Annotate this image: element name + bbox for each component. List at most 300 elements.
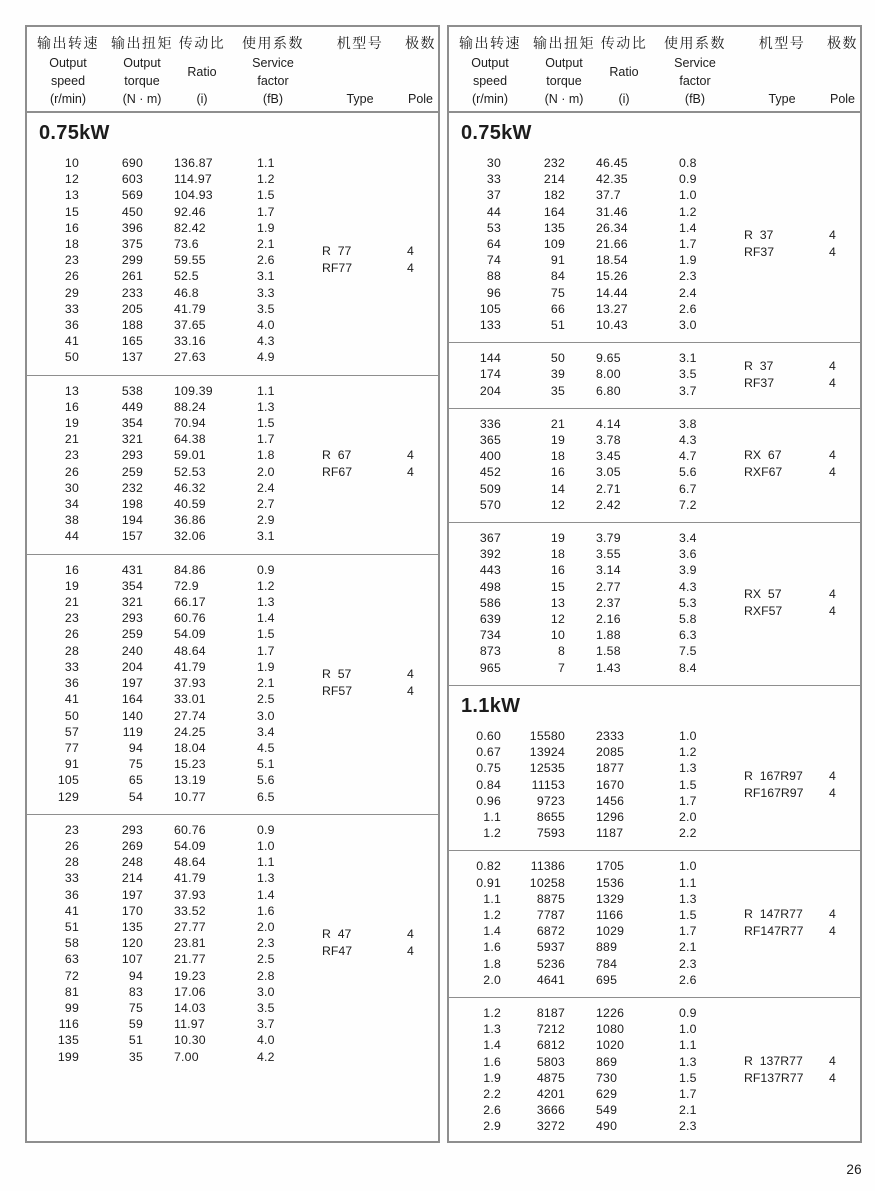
column-header: [175, 33, 229, 106]
output-torque-value: 5803: [536, 1054, 565, 1069]
model-type: [744, 586, 829, 620]
output-torque-value: 6812: [536, 1038, 565, 1053]
power-section-title: 0.75kW: [461, 122, 532, 144]
spec-row: [449, 1102, 744, 1118]
model-type-line: R 77: [322, 244, 352, 259]
output-torque-value: 259: [121, 464, 143, 479]
spec-row: [449, 187, 744, 203]
pole-count-line: 4: [407, 944, 414, 959]
output-speed-value: 15: [64, 204, 79, 219]
ratio-value: 15.26: [596, 269, 628, 284]
output-torque-value: 120: [121, 936, 143, 951]
output-speed-value: 33: [64, 659, 79, 674]
service-factor-value: 2.3: [679, 269, 697, 284]
service-factor-value: 4.0: [257, 318, 275, 333]
spec-row: [449, 858, 744, 874]
service-factor-value: 3.9: [679, 563, 697, 578]
output-torque-value: 321: [121, 432, 143, 447]
spec-row: [27, 772, 322, 788]
output-torque-value: 204: [121, 659, 143, 674]
service-factor-value: 2.1: [257, 676, 275, 691]
service-factor-value: 1.5: [257, 627, 275, 642]
service-factor-value: 3.5: [679, 367, 697, 382]
spec-rows: [449, 155, 744, 333]
model-type-line: RX 57: [744, 586, 782, 601]
service-factor-value: 5.6: [679, 465, 697, 480]
output-speed-value: 1.6: [483, 940, 501, 955]
column-header-en: Service: [252, 56, 294, 71]
ratio-value: 1020: [596, 1038, 625, 1053]
ratio-value: 7.00: [174, 1049, 199, 1064]
spec-row: [449, 627, 744, 643]
output-torque-value: 39: [550, 367, 565, 382]
ratio-value: 41.79: [174, 659, 206, 674]
column-header-cn: 传动比: [178, 35, 226, 51]
output-torque-value: 198: [121, 497, 143, 512]
ratio-value: 19.23: [174, 968, 206, 983]
output-speed-value: 509: [479, 481, 501, 496]
pole-count: [829, 447, 860, 481]
column-header: [825, 33, 860, 106]
output-speed-value: 498: [479, 579, 501, 594]
output-torque-value: 18: [550, 547, 565, 562]
output-speed-value: 1.3: [483, 1022, 501, 1037]
gear-ratio-block: [449, 522, 860, 685]
output-torque-value: 197: [121, 676, 143, 691]
output-speed-value: 41: [64, 903, 79, 918]
spec-row: [27, 1016, 322, 1032]
spec-row: [449, 285, 744, 301]
ratio-value: 1.58: [596, 644, 621, 659]
column-header-unit: (N · m): [122, 91, 162, 106]
spec-row: [449, 777, 744, 793]
output-torque-value: 135: [543, 220, 565, 235]
service-factor-value: 5.3: [679, 595, 697, 610]
ratio-value: 52.5: [174, 269, 199, 284]
ratio-value: 37.93: [174, 887, 206, 902]
model-type-line: RX 67: [744, 448, 782, 463]
service-factor-value: 2.3: [679, 956, 697, 971]
output-torque-value: 12: [550, 497, 565, 512]
ratio-value: 82.42: [174, 220, 206, 235]
service-factor-value: 1.4: [257, 611, 275, 626]
spec-row: [449, 301, 744, 317]
output-torque-value: 269: [121, 838, 143, 853]
spec-row: [27, 464, 322, 480]
ratio-value: 18.04: [174, 740, 206, 755]
spec-table-panel: [447, 25, 862, 1143]
service-factor-value: 1.7: [679, 924, 697, 939]
output-speed-value: 16: [64, 220, 79, 235]
service-factor-value: 5.6: [257, 773, 275, 788]
gear-ratio-block: [449, 997, 860, 1144]
spec-row: [449, 760, 744, 776]
ratio-value: 72.9: [174, 578, 199, 593]
output-torque-value: 170: [121, 903, 143, 918]
output-torque-value: 137: [121, 350, 143, 365]
gear-ratio-block: [449, 408, 860, 522]
output-torque-value: 293: [121, 448, 143, 463]
output-speed-value: 105: [57, 773, 79, 788]
service-factor-value: 0.8: [679, 156, 697, 170]
ratio-value: 64.38: [174, 432, 206, 447]
column-header-en: torque: [124, 74, 160, 89]
model-type-line: RF67: [322, 464, 353, 479]
output-torque-value: 119: [122, 724, 143, 739]
output-torque-value: 232: [121, 480, 143, 495]
service-factor-value: 3.8: [679, 416, 697, 431]
spec-row: [27, 594, 322, 610]
output-speed-value: 96: [486, 285, 501, 300]
service-factor-value: 4.3: [257, 334, 275, 349]
power-section-title: 0.75kW: [39, 122, 110, 144]
service-factor-value: 3.3: [257, 285, 275, 300]
spec-rows: [449, 1005, 744, 1135]
output-speed-value: 1.9: [483, 1070, 501, 1085]
output-torque-value: 10258: [529, 875, 565, 890]
output-speed-value: 18: [64, 237, 79, 252]
service-factor-value: 6.5: [257, 789, 275, 804]
column-header-en: Output: [123, 56, 161, 71]
output-speed-value: 1.6: [483, 1054, 501, 1069]
gear-ratio-block: [27, 148, 438, 375]
spec-row: [27, 789, 322, 805]
service-factor-value: 1.9: [257, 659, 275, 674]
output-speed-value: 336: [479, 416, 501, 431]
output-torque-value: 109: [543, 237, 565, 252]
spec-row: [449, 907, 744, 923]
pole-count-line: 4: [829, 924, 836, 939]
spec-rows: [27, 822, 322, 1065]
output-speed-value: 2.6: [483, 1103, 501, 1118]
spec-row: [449, 350, 744, 366]
spec-row: [27, 252, 322, 268]
column-header: [739, 33, 825, 106]
gear-ratio-block: [449, 342, 860, 408]
service-factor-value: 0.9: [679, 172, 697, 187]
output-speed-value: 135: [57, 1033, 79, 1048]
output-torque-value: 51: [128, 1033, 143, 1048]
ratio-value: 27.63: [174, 350, 206, 365]
service-factor-value: 3.4: [257, 724, 275, 739]
output-torque-value: 11386: [530, 859, 565, 874]
ratio-value: 1329: [596, 891, 625, 906]
pole-count-line: 4: [407, 464, 414, 479]
service-factor-value: 1.2: [679, 204, 697, 219]
output-speed-value: 36: [64, 887, 79, 902]
spec-row: [27, 1032, 322, 1048]
model-type: [322, 926, 407, 960]
output-torque-value: 21: [550, 416, 565, 431]
spec-row: [27, 383, 322, 399]
output-torque-value: 84: [550, 269, 565, 284]
ratio-value: 27.74: [174, 708, 206, 723]
service-factor-value: 1.7: [679, 793, 697, 808]
ratio-value: 60.76: [174, 822, 206, 837]
output-torque-value: 354: [121, 578, 143, 593]
output-speed-value: 0.96: [476, 793, 501, 808]
spec-row: [449, 728, 744, 744]
model-type: [322, 243, 407, 277]
output-speed-value: 965: [479, 660, 501, 675]
spec-row: [449, 825, 744, 841]
gear-ratio-block: [27, 375, 438, 554]
ratio-value: 14.44: [596, 285, 628, 300]
spec-row: [27, 171, 322, 187]
column-header-unit: (fB): [684, 91, 706, 106]
service-factor-value: 4.3: [679, 433, 697, 448]
output-speed-value: 1.4: [483, 1038, 501, 1053]
output-torque-value: 9723: [536, 793, 565, 808]
output-speed-value: 1.2: [483, 1005, 501, 1020]
output-speed-value: 2.2: [483, 1086, 501, 1101]
service-factor-value: 1.3: [679, 891, 697, 906]
spec-row: [27, 708, 322, 724]
column-header-en: Ratio: [609, 65, 639, 80]
spec-row: [27, 562, 322, 578]
ratio-value: 31.46: [596, 204, 628, 219]
output-speed-value: 44: [64, 529, 79, 544]
output-speed-value: 2.9: [483, 1119, 501, 1134]
pole-count-line: 4: [829, 785, 836, 800]
output-torque-value: 5236: [536, 956, 565, 971]
ratio-value: 3.79: [596, 531, 621, 546]
ratio-value: 33.01: [174, 692, 206, 707]
service-factor-value: 0.9: [257, 822, 275, 837]
ratio-value: 1296: [596, 809, 625, 824]
output-speed-value: 129: [57, 789, 79, 804]
output-speed-value: 26: [64, 464, 79, 479]
service-factor-value: 3.7: [679, 383, 697, 398]
column-header-en: Output: [471, 56, 509, 71]
output-torque-value: 240: [121, 643, 143, 658]
output-speed-value: 392: [479, 547, 501, 562]
output-torque-value: 354: [121, 416, 143, 431]
output-speed-value: 0.75: [476, 761, 501, 776]
spec-row: [449, 481, 744, 497]
output-torque-value: 50: [550, 351, 565, 366]
service-factor-value: 2.5: [257, 952, 275, 967]
spec-row: [27, 528, 322, 544]
output-torque-value: 94: [128, 968, 143, 983]
output-speed-value: 586: [479, 595, 501, 610]
spec-row: [27, 643, 322, 659]
spec-row: [27, 204, 322, 220]
column-header-en: speed: [50, 74, 86, 89]
pole-count-line: 4: [407, 261, 414, 276]
output-torque-value: 603: [121, 172, 143, 187]
column-header-unit: Pole: [829, 92, 856, 106]
output-torque-value: 59: [128, 1017, 143, 1032]
ratio-value: 109.39: [174, 383, 213, 398]
spec-row: [27, 610, 322, 626]
service-factor-value: 1.7: [257, 204, 275, 219]
output-speed-value: 81: [64, 984, 79, 999]
model-type-line: R 37: [744, 358, 774, 373]
ratio-value: 10.43: [596, 318, 628, 333]
column-header-cn: 输出转速: [37, 35, 99, 51]
spec-row: [27, 333, 322, 349]
output-torque-value: 8: [557, 644, 565, 659]
service-factor-value: 2.1: [679, 1103, 697, 1118]
output-torque-value: 261: [121, 269, 143, 284]
ratio-value: 1226: [596, 1005, 625, 1020]
service-factor-value: 2.9: [257, 513, 275, 528]
service-factor-value: 2.8: [257, 968, 275, 983]
service-factor-value: 3.5: [257, 1000, 275, 1015]
output-torque-value: 107: [121, 952, 143, 967]
service-factor-value: 8.4: [679, 660, 697, 675]
ratio-value: 17.06: [174, 984, 206, 999]
column-header-cn: 极数: [405, 35, 436, 51]
output-speed-value: 734: [479, 628, 501, 643]
spec-rows: [27, 383, 322, 545]
column-header-unit: (i): [618, 92, 630, 106]
spec-row: [449, 1021, 744, 1037]
spec-row: [449, 1086, 744, 1102]
ratio-value: 46.32: [174, 480, 206, 495]
service-factor-value: 1.1: [257, 156, 275, 170]
pole-count-line: 4: [829, 603, 836, 618]
service-factor-value: 1.0: [257, 838, 275, 853]
spec-row: [449, 464, 744, 480]
service-factor-value: 1.9: [679, 253, 697, 268]
ratio-value: 14.03: [174, 1000, 206, 1015]
ratio-value: 889: [596, 940, 618, 955]
spec-row: [449, 611, 744, 627]
output-speed-value: 443: [479, 563, 501, 578]
output-speed-value: 30: [64, 480, 79, 495]
spec-row: [449, 562, 744, 578]
output-torque-value: 259: [121, 627, 143, 642]
service-factor-value: 3.7: [257, 1017, 275, 1032]
model-type: [744, 227, 829, 261]
spec-row: [27, 431, 322, 447]
output-speed-value: 0.84: [476, 777, 501, 792]
column-header: [651, 33, 739, 106]
spec-rows: [449, 530, 744, 676]
service-factor-value: 3.5: [257, 301, 275, 316]
ratio-value: 2333: [596, 728, 625, 743]
pole-count-line: 4: [829, 465, 836, 480]
ratio-value: 8.00: [596, 367, 621, 382]
spec-row: [27, 236, 322, 252]
ratio-value: 21.77: [174, 952, 206, 967]
ratio-value: 54.09: [174, 627, 206, 642]
output-torque-value: 165: [121, 334, 143, 349]
ratio-value: 41.79: [174, 301, 206, 316]
output-speed-value: 367: [479, 531, 501, 546]
pole-count: [829, 906, 860, 940]
output-speed-value: 570: [479, 497, 501, 512]
output-speed-value: 44: [486, 204, 501, 219]
service-factor-value: 4.9: [257, 350, 275, 365]
ratio-value: 3.45: [596, 449, 621, 464]
output-torque-value: 19: [550, 531, 565, 546]
spec-rows: [449, 416, 744, 513]
service-factor-value: 1.3: [679, 761, 697, 776]
model-type-line: R 137R77: [744, 1053, 803, 1068]
column-header-unit: (r/min): [471, 91, 509, 106]
service-factor-value: 1.5: [679, 907, 697, 922]
ratio-value: 11.97: [174, 1017, 205, 1032]
service-factor-value: 1.2: [257, 578, 275, 593]
model-type: [744, 1053, 829, 1087]
service-factor-value: 3.0: [257, 984, 275, 999]
spec-row: [27, 984, 322, 1000]
model-type-line: RF137R77: [744, 1070, 804, 1085]
spec-row: [449, 236, 744, 252]
service-factor-value: 1.5: [257, 416, 275, 431]
table-body: [449, 113, 860, 1144]
service-factor-value: 4.3: [679, 579, 697, 594]
column-header: [109, 33, 175, 106]
spec-row: [449, 204, 744, 220]
ratio-value: 114.97: [174, 172, 212, 187]
spec-row: [27, 415, 322, 431]
output-speed-value: 51: [64, 919, 79, 934]
ratio-value: 88.24: [174, 399, 206, 414]
service-factor-value: 2.1: [257, 237, 275, 252]
service-factor-value: 1.5: [679, 777, 697, 792]
spec-row: [27, 447, 322, 463]
spec-row: [27, 349, 322, 365]
output-torque-value: 14: [550, 481, 565, 496]
spec-row: [449, 939, 744, 955]
spec-row: [449, 660, 744, 676]
service-factor-value: 2.6: [679, 972, 697, 987]
ratio-value: 41.79: [174, 871, 206, 886]
service-factor-value: 3.1: [679, 351, 697, 366]
output-torque-value: 8187: [536, 1005, 565, 1020]
service-factor-value: 0.9: [679, 1005, 697, 1020]
column-header-cn: 使用系数: [242, 35, 304, 51]
spec-row: [449, 744, 744, 760]
service-factor-value: 4.2: [257, 1049, 275, 1064]
ratio-value: 2.37: [596, 595, 621, 610]
ratio-value: 24.25: [174, 724, 206, 739]
column-header: [403, 33, 438, 106]
ratio-value: 549: [596, 1103, 618, 1118]
output-torque-value: 197: [121, 887, 143, 902]
spec-row: [27, 317, 322, 333]
ratio-value: 490: [596, 1119, 618, 1134]
gear-ratio-block: [449, 721, 860, 850]
spec-row: [449, 956, 744, 972]
ratio-value: 3.78: [596, 433, 621, 448]
ratio-value: 70.94: [174, 416, 206, 431]
output-torque-value: 35: [128, 1049, 143, 1064]
ratio-value: 26.34: [596, 220, 628, 235]
ratio-value: 1080: [596, 1022, 625, 1037]
output-torque-value: 182: [543, 188, 565, 203]
output-speed-value: 10: [64, 156, 79, 170]
output-speed-value: 1.8: [483, 956, 501, 971]
output-torque-value: 15580: [529, 728, 565, 743]
spec-row: [27, 740, 322, 756]
output-speed-value: 199: [57, 1049, 79, 1064]
column-header-cn: 极数: [827, 35, 858, 51]
service-factor-value: 1.1: [679, 1038, 697, 1053]
spec-row: [27, 659, 322, 675]
table-header-row: [27, 27, 438, 113]
pole-count-line: 4: [829, 586, 836, 601]
pole-count-line: 4: [407, 684, 414, 699]
spec-rows: [449, 858, 744, 988]
spec-row: [449, 155, 744, 171]
column-header-unit: (fB): [262, 91, 284, 106]
model-type-line: RF77: [322, 261, 353, 276]
